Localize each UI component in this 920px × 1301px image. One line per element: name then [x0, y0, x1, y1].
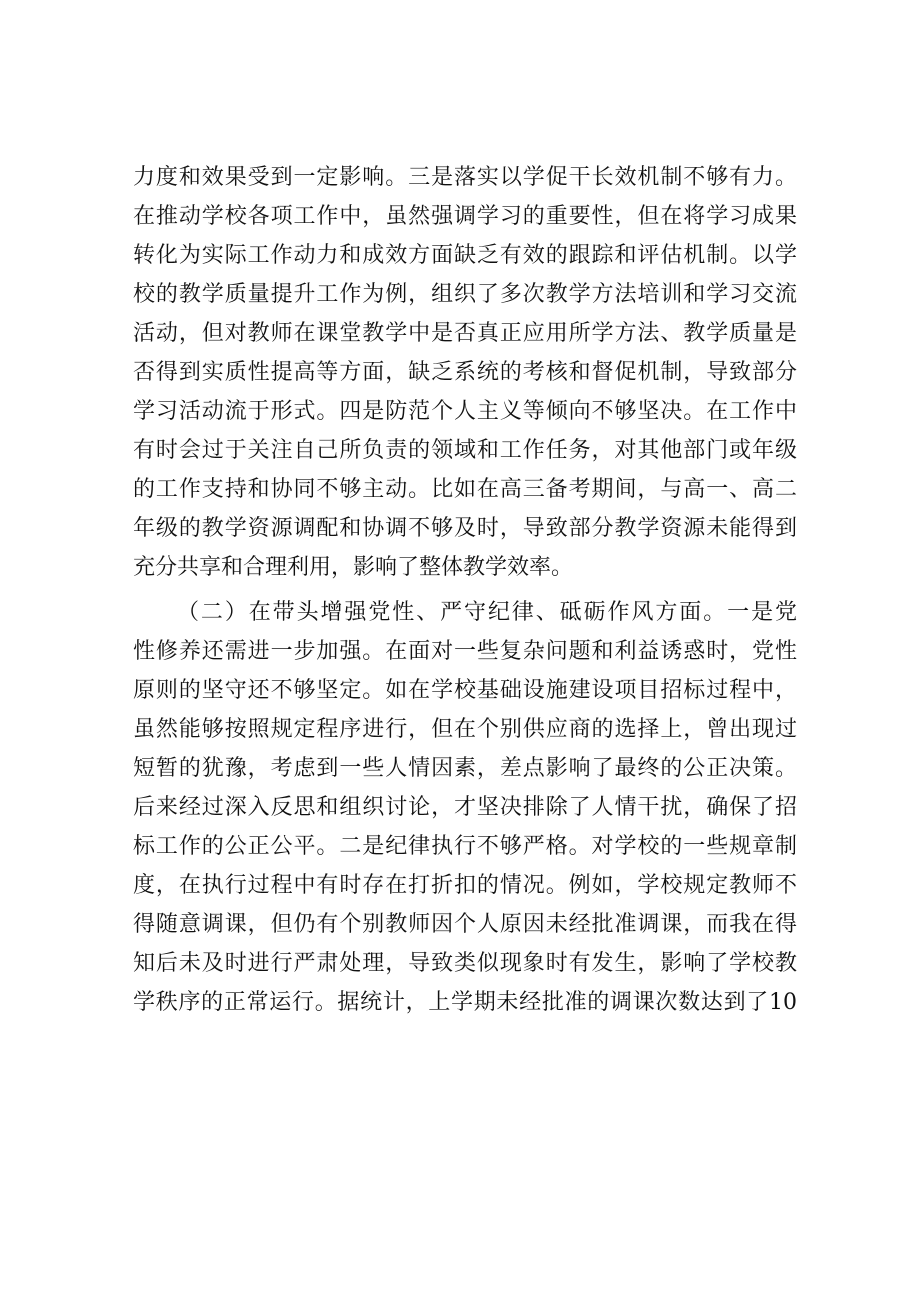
text-line: 校的教学质量提升工作为例，组织了多次教学方法培训和学习交流	[133, 282, 797, 307]
text-line: 虽然能够按照规定程序进行，但在个别供应商的选择上，曾出现过	[133, 717, 797, 742]
text-line: 充分共享和合理利用，影响了整体教学效率。	[133, 555, 574, 580]
text-line: 年级的教学资源调配和协调不够及时，导致部分教学资源未能得到	[133, 516, 797, 541]
text-line: 在推动学校各项工作中，虽然强调学习的重要性，但在将学习成果	[133, 204, 797, 229]
text-line: 转化为实际工作动力和成效方面缺乏有效的跟踪和评估机制。以学	[133, 243, 797, 268]
text-line: 后来经过深入反思和组织讨论，才坚决排除了人情干扰，确保了招	[133, 795, 797, 820]
paragraph-2	[133, 593, 797, 1022]
paragraph-1	[133, 158, 797, 587]
text-line: 知后未及时进行严肃处理，导致类似现象时有发生，影响了学校教	[133, 951, 797, 976]
text-line: 学秩序的正常运行。据统计，上学期未经批准的调课次数达到了10	[133, 990, 797, 1015]
text-line: 短暂的犹豫，考虑到一些人情因素，差点影响了最终的公正决策。	[133, 756, 797, 781]
text-line: 性修养还需进一步加强。在面对一些复杂问题和利益诱惑时，党性	[133, 639, 797, 664]
section-heading-line: （二）在带头增强党性、严守纪律、砥砺作风方面。一是党	[177, 600, 797, 625]
text-line: 活动，但对教师在课堂教学中是否真正应用所学方法、教学质量是	[133, 321, 797, 346]
text-line: 原则的坚守还不够坚定。如在学校基础设施建设项目招标过程中，	[133, 678, 797, 703]
text-line: 度，在执行过程中有时存在打折扣的情况。例如，学校规定教师不	[133, 873, 797, 898]
document-body	[133, 158, 797, 1022]
text-line: 力度和效果受到一定影响。三是落实以学促干长效机制不够有力。	[133, 165, 797, 190]
text-line: 标工作的公正公平。二是纪律执行不够严格。对学校的一些规章制	[133, 834, 797, 859]
text-line: 的工作支持和协同不够主动。比如在高三备考期间，与高一、高二	[133, 477, 797, 502]
text-line: 得随意调课，但仍有个别教师因个人原因未经批准调课，而我在得	[133, 912, 797, 937]
text-line: 有时会过于关注自己所负责的领域和工作任务，对其他部门或年级	[133, 438, 797, 463]
text-line: 学习活动流于形式。四是防范个人主义等倾向不够坚决。在工作中	[133, 399, 797, 424]
text-line: 否得到实质性提高等方面，缺乏系统的考核和督促机制，导致部分	[133, 360, 797, 385]
